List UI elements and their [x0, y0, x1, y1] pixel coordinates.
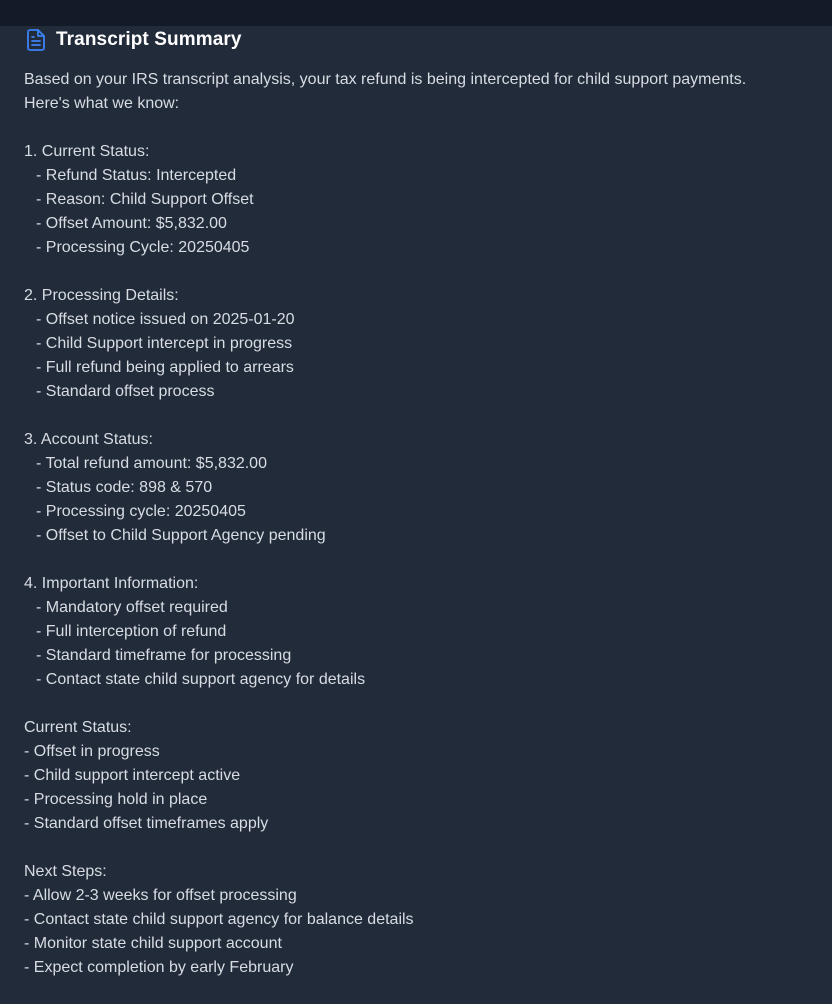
section-heading: 1. Current Status:: [24, 143, 150, 160]
list-item: - Standard timeframe for processing: [36, 647, 292, 664]
spacer: [24, 116, 814, 140]
intro-line: Based on your IRS transcript analysis, your tax refund is being intercepted for child support payments.: [24, 71, 747, 88]
spacer: [24, 404, 814, 428]
document-icon: [24, 28, 48, 52]
list-item: - Offset to Child Support Agency pending: [36, 527, 326, 544]
section-heading: 2. Processing Details:: [24, 287, 179, 304]
list-item: - Expect completion by early February: [24, 959, 294, 976]
section-heading: 4. Important Information:: [24, 575, 199, 592]
page-title: Transcript Summary: [56, 29, 242, 50]
spacer: [24, 836, 814, 860]
next-steps-heading: Next Steps:: [24, 863, 107, 880]
list-item: - Offset in progress: [24, 743, 160, 760]
section-heading: 3. Account Status:: [24, 431, 153, 448]
list-item: - Processing hold in place: [24, 791, 208, 808]
list-item: - Contact state child support agency for details: [36, 671, 366, 688]
list-item: - Processing cycle: 20250405: [36, 503, 246, 520]
spacer: [24, 692, 814, 716]
spacer: [24, 260, 814, 284]
list-item: - Refund Status: Intercepted: [36, 167, 237, 184]
list-item: - Child support intercept active: [24, 767, 241, 784]
list-item: - Standard offset timeframes apply: [24, 815, 269, 832]
summary-body: [24, 68, 814, 980]
list-item: - Full refund being applied to arrears: [36, 359, 294, 376]
list-item: - Offset notice issued on 2025-01-20: [36, 311, 295, 328]
list-item: - Full interception of refund: [36, 623, 227, 640]
list-item: - Allow 2-3 weeks for offset processing: [24, 887, 297, 904]
list-item: - Mandatory offset required: [36, 599, 228, 616]
list-item: - Child Support intercept in progress: [36, 335, 293, 352]
list-item: - Total refund amount: $5,832.00: [36, 455, 267, 472]
summary-header: [24, 28, 242, 52]
intro-line: Here's what we know:: [24, 95, 180, 112]
list-item: - Monitor state child support account: [24, 935, 282, 952]
list-item: - Reason: Child Support Offset: [36, 191, 254, 208]
list-item: - Status code: 898 & 570: [36, 479, 213, 496]
list-item: - Offset Amount: $5,832.00: [36, 215, 227, 232]
list-item: - Processing Cycle: 20250405: [36, 239, 250, 256]
list-item: - Contact state child support agency for balance details: [24, 911, 414, 928]
list-item: - Standard offset process: [36, 383, 215, 400]
current-status-heading: Current Status:: [24, 719, 132, 736]
spacer: [24, 548, 814, 572]
top-bar: [0, 0, 832, 26]
